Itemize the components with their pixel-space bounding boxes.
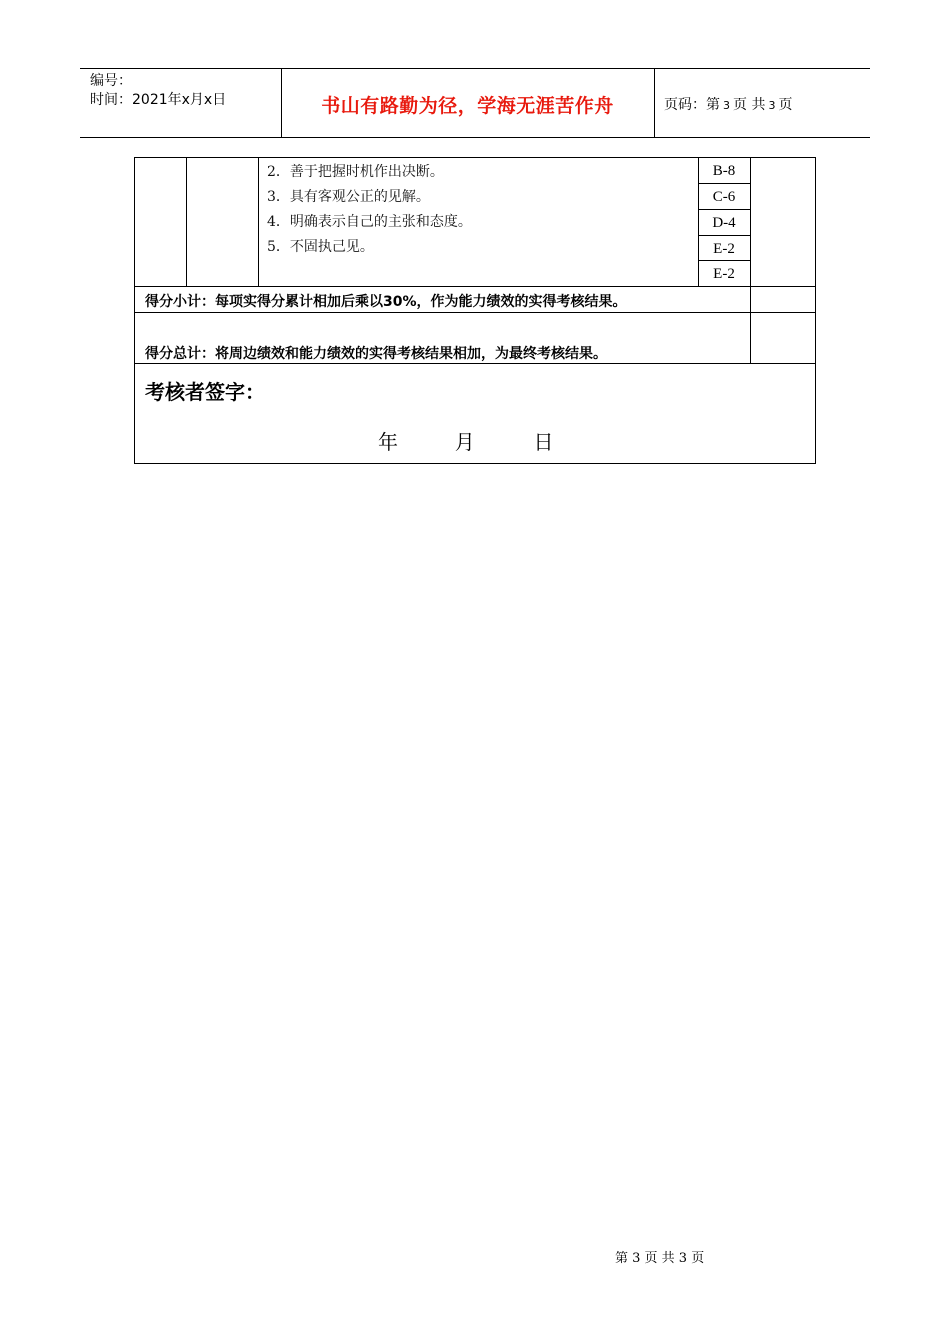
page-footer: 第 3 页 共 3 页 <box>615 1251 705 1266</box>
page-header <box>80 68 870 138</box>
grade-value: B-8 <box>712 163 736 179</box>
time-label: 时间：2021年x月x日 <box>90 92 227 108</box>
col-divider-1 <box>186 158 187 286</box>
grade-divider <box>698 260 750 261</box>
total-note: 得分总计：将周边绩效和能力绩效的实得考核结果相加，为最终考核结果。 <box>145 346 607 362</box>
date-year-label: 年 <box>378 430 398 454</box>
signer-label: 考核者签字： <box>145 380 265 404</box>
page-number-info <box>664 94 792 114</box>
page-total: 3 <box>768 99 776 112</box>
page-suffix: 页 <box>778 97 793 113</box>
header-meta-cell <box>80 69 282 137</box>
grade-value: D-4 <box>712 215 736 231</box>
row-divider <box>135 363 815 364</box>
col-divider-2 <box>258 158 259 286</box>
criteria-item: 2．善于把握时机作出决断。 <box>267 164 444 180</box>
col-divider-4 <box>750 158 751 363</box>
page-current: 3 <box>723 99 730 112</box>
criteria-item: 4．明确表示自己的主张和态度。 <box>267 214 472 230</box>
grade-value: E-2 <box>713 266 735 282</box>
row-divider <box>135 312 815 313</box>
date-month-label: 月 <box>454 430 475 454</box>
page-mid: 页 共 <box>733 97 766 113</box>
criteria-item: 3．具有客观公正的见解。 <box>267 189 430 205</box>
criteria-item: 5．不固执己见。 <box>267 239 374 255</box>
page-prefix: 页码：第 <box>664 97 720 113</box>
subtotal-note: 得分小计：每项实得分累计相加后乘以30%，作为能力绩效的实得考核结果。 <box>145 294 627 310</box>
grade-divider <box>698 183 750 184</box>
row-divider <box>135 286 815 287</box>
date-day-label: 日 <box>533 430 554 454</box>
grade-divider <box>698 209 750 210</box>
serial-label: 编号： <box>90 73 132 89</box>
header-page-cell <box>655 69 870 137</box>
motto-text: 书山有路勤为径，学海无涯苦作舟 <box>321 95 614 117</box>
grade-divider <box>698 235 750 236</box>
header-motto-cell <box>281 69 655 137</box>
assessment-table <box>134 157 816 464</box>
grade-value: E-2 <box>713 241 735 257</box>
signature-date <box>378 426 553 455</box>
grade-value: C-6 <box>712 189 736 205</box>
